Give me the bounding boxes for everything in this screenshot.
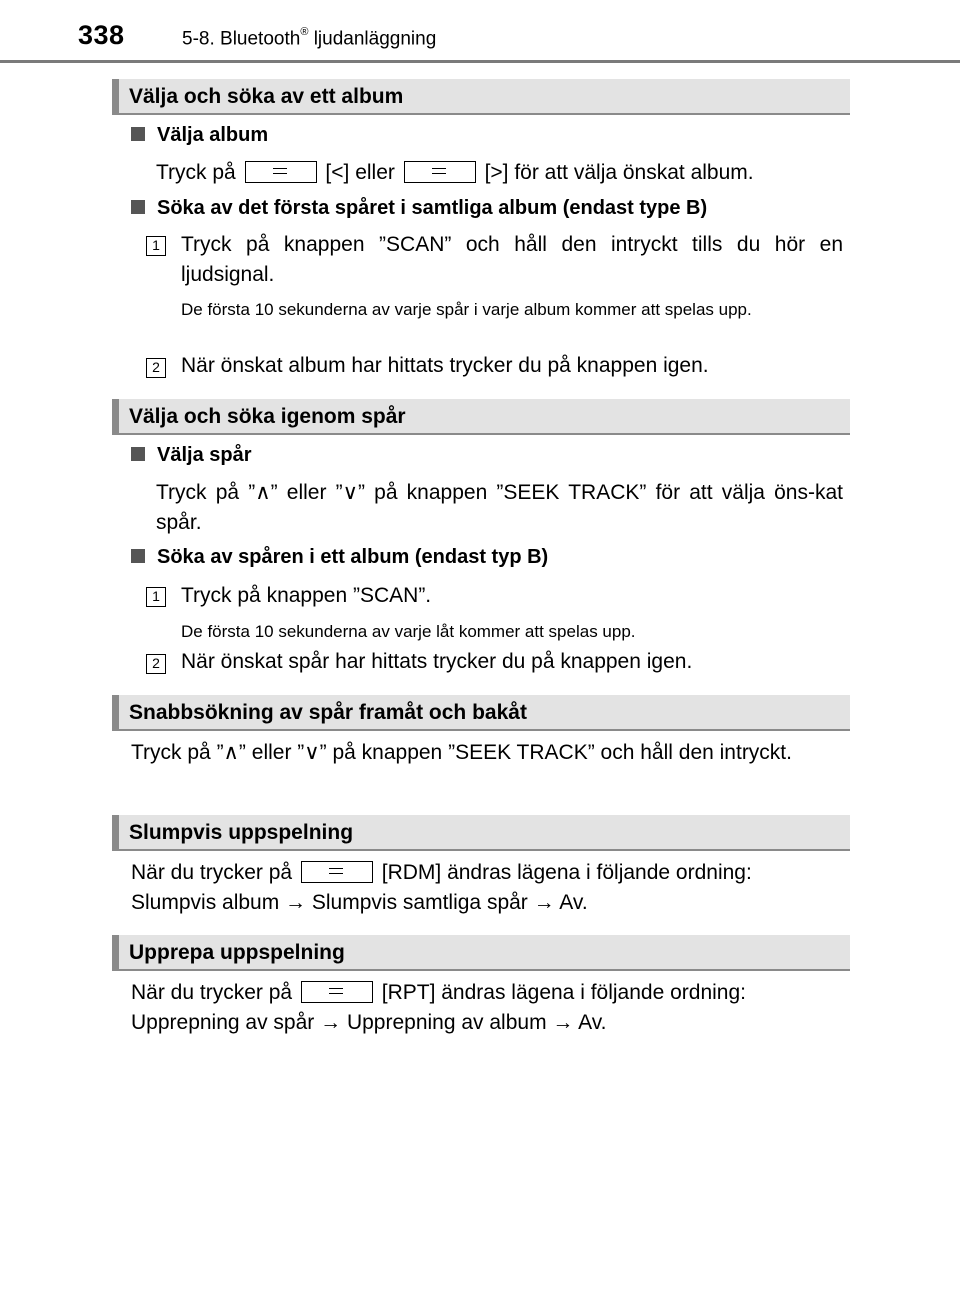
step-1-text: Tryck på knappen ”SCAN” och håll den intryckt tills du hör en ljudsignal. (181, 233, 843, 286)
select-track-text: Tryck på ”∧” eller ”∨” på knappen ”SEEK TRACK” för att välja öns-kat spår. (156, 481, 843, 534)
subheading-scan-tracks (131, 546, 548, 569)
step-2-text: När önskat spår har hittats trycker du på knappen igen. (181, 650, 693, 673)
step-2-text: När önskat album har hittats trycker du på knappen igen. (181, 354, 709, 377)
subheading-text: Söka av spåren i ett album (endast typ B) (157, 546, 549, 568)
repeat-text-line-2: Upprepning av spår → Upprepning av album → Av. (131, 1011, 607, 1034)
registered-mark: ® (300, 26, 309, 38)
button-icon (301, 981, 373, 1003)
section-heading-bar (112, 79, 850, 115)
section-title: Slumpvis uppspelning (129, 821, 354, 844)
square-bullet-icon (131, 549, 145, 563)
square-bullet-icon (131, 127, 145, 141)
step-number-box: 2 (146, 654, 166, 674)
square-bullet-icon (131, 200, 145, 214)
page-number: 338 (78, 20, 125, 50)
chapter-prefix: 5-8. Bluetooth (182, 28, 301, 50)
button-icon (404, 161, 476, 183)
button-icon (301, 861, 373, 883)
section-title: Välja och söka av ett album (129, 85, 404, 108)
step-1-text: Tryck på knappen ”SCAN”. (181, 584, 432, 607)
step-1-note: De första 10 sekunderna av varje spår i varje album kommer att spelas upp. (181, 300, 752, 319)
square-bullet-icon (131, 447, 145, 461)
chapter-suffix: ljudanläggning (308, 28, 437, 50)
step-number-box: 1 (146, 236, 166, 256)
repeat-text-line-1: När du trycker på [RPT] ändras lägena i följande ordning: (131, 981, 746, 1004)
chapter-title (182, 28, 436, 50)
select-album-text: Tryck på [<] eller [>] för att välja önskat album. (156, 161, 754, 184)
section-title: Välja och söka igenom spår (129, 405, 406, 428)
section-heading-bar (112, 695, 850, 731)
step-number-box: 1 (146, 587, 166, 607)
subheading-select-album (131, 124, 268, 147)
subheading-scan-albums (131, 197, 707, 220)
section-title: Snabbsökning av spår framåt och bakåt (129, 701, 527, 724)
section-heading-bar (112, 399, 850, 435)
subheading-text: Välja spår (157, 444, 252, 466)
step-number-box: 2 (146, 358, 166, 378)
subheading-text: Välja album (157, 124, 269, 146)
random-text-line-2: Slumpvis album → Slumpvis samtliga spår → Av. (131, 891, 588, 914)
header-rule (0, 60, 960, 63)
page-header (0, 0, 960, 64)
button-icon (245, 161, 317, 183)
subheading-text: Söka av det första spåret i samtliga album (endast type B) (157, 197, 708, 219)
fast-search-text: Tryck på ”∧” eller ”∨” på knappen ”SEEK TRACK” och håll den intryckt. (131, 741, 792, 764)
section-heading-bar (112, 935, 850, 971)
subheading-select-track (131, 444, 252, 467)
step-1-note: De första 10 sekunderna av varje låt kommer att spelas upp. (181, 622, 636, 641)
random-text-line-1: När du trycker på [RDM] ändras lägena i följande ordning: (131, 861, 752, 884)
section-heading-bar (112, 815, 850, 851)
section-title: Upprepa uppspelning (129, 941, 345, 964)
